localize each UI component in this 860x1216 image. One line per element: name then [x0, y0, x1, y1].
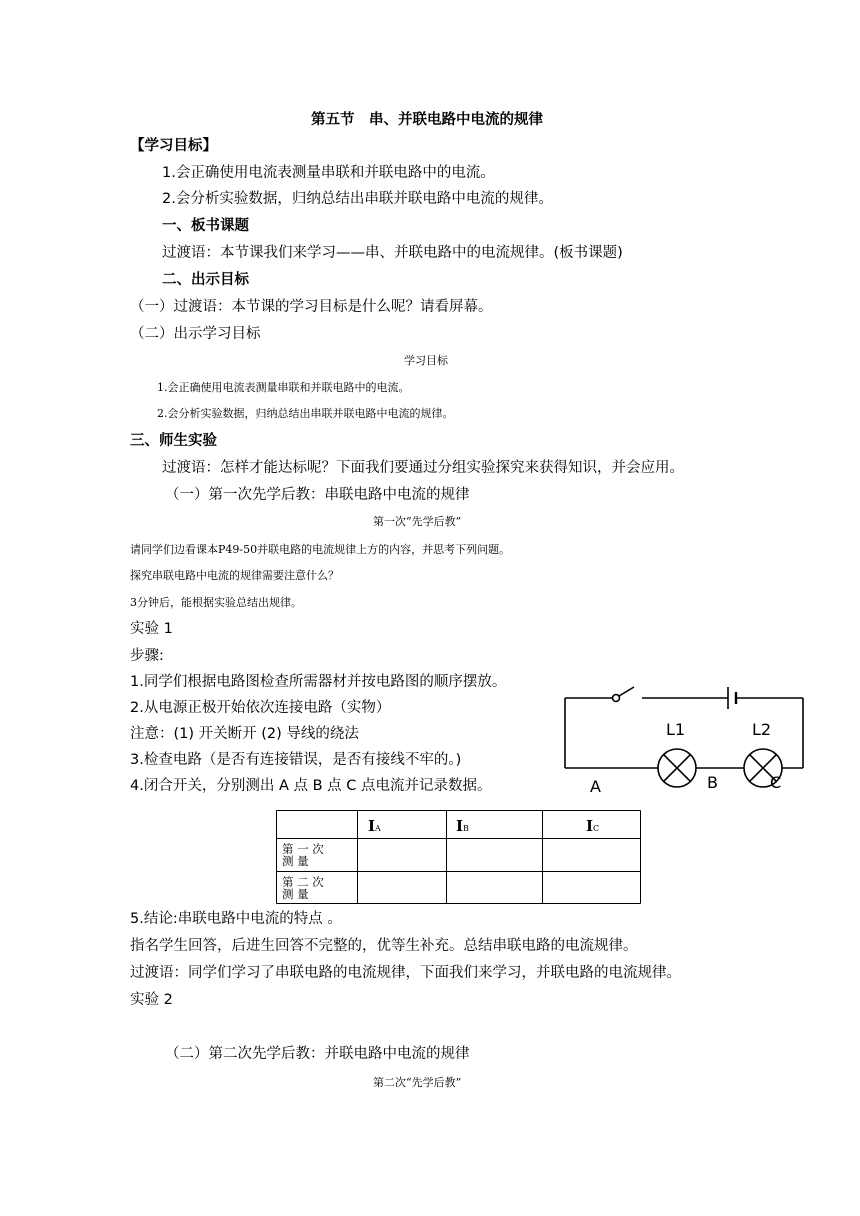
screen2-line-3: 3分钟后，能根据实验总结出规律。: [130, 596, 302, 609]
header-ia: IA: [368, 817, 381, 835]
row1-label-line1: 第 一 次: [282, 842, 324, 856]
point-b-label: B: [707, 773, 718, 792]
section3-sub2: （二）第二次先学后教：并联电路中电流的规律: [165, 1046, 470, 1062]
switch-pivot: [613, 695, 620, 702]
experiment1-step-1: 1.同学们根据电路图检查所需器材并按电路图的顺序摆放。: [130, 674, 507, 690]
screen2-line-2: 探究串联电路中电流的规律需要注意什么？: [130, 569, 339, 582]
objective-2: 2.会分析实验数据，归纳总结出串联并联电路中电流的规律。: [162, 191, 553, 207]
experiment1-step-4: 4.闭合开关，分别测出 A 点 B 点 C 点电流并记录数据。: [130, 778, 492, 794]
screen1-line-2: 2.会分析实验数据，归纳总结出串联并联电路中电流的规律。: [157, 407, 454, 420]
conclusion-line-2: 指名学生回答，后进生回答不完整的，优等生补充。总结串联电路的电流规律。: [130, 938, 638, 954]
switch-blade: [619, 687, 634, 696]
objective-1: 1.会正确使用电流表测量串联和并联电路中的电流。: [162, 165, 495, 181]
experiment1-steps-label: 步骤:: [130, 648, 164, 664]
section2-heading: 二、出示目标: [162, 272, 249, 288]
experiment1-title: 实验 1: [130, 621, 173, 637]
objectives-heading: 【学习目标】: [130, 138, 217, 154]
screen2-title: 第一次“先学后教”: [373, 515, 462, 528]
experiment2-title: 实验 2: [130, 992, 173, 1008]
header-ib: IB: [456, 817, 469, 835]
point-c-label: C: [770, 773, 782, 792]
point-a-label: A: [590, 777, 601, 796]
conclusion-line-3: 过渡语：同学们学习了串联电路的电流规律，下面我们来学习，并联电路的电流规律。: [130, 965, 681, 981]
experiment1-note: 注意：(1) 开关断开 (2) 导线的绕法: [130, 726, 359, 742]
screen3-title: 第二次“先学后教”: [373, 1076, 462, 1089]
experiment1-step-2: 2.从电源正极开始依次连接电路（实物）: [130, 700, 391, 716]
screen1-line-1: 1.会正确使用电流表测量串联和并联电路中的电流。: [157, 381, 410, 394]
conclusion-line-1: 5.结论:串联电路中电流的特点 。: [130, 911, 342, 927]
section3-sub1: （一）第一次先学后教：串联电路中电流的规律: [165, 487, 470, 503]
page-title: 第五节 串、并联电路中电流的规律: [311, 112, 543, 128]
section2-item2: （二）出示学习目标: [130, 326, 261, 342]
section3-transition: 过渡语：怎样才能达标呢？下面我们要通过分组实验探究来获得知识，并会应用。: [162, 460, 684, 476]
screen1-title: 学习目标: [404, 354, 448, 367]
section1-text: 过渡语：本节课我们来学习——串、并联电路中的电流规律。(板书课题): [162, 245, 623, 261]
section2-item1: （一）过渡语：本节课的学习目标是什么呢？请看屏幕。: [130, 299, 493, 315]
measurement-table: [276, 810, 641, 904]
lamp-l2-label: L2: [752, 720, 772, 739]
experiment1-step-3: 3.检查电路（是否有连接错误，是否有接线不牢的。): [130, 752, 462, 768]
section3-heading: 三、师生实验: [130, 433, 217, 449]
row2-label-line2: 测 量: [282, 887, 309, 901]
lamp-l1-label: L1: [666, 720, 686, 739]
row1-label-line2: 测 量: [282, 854, 309, 868]
section1-heading: 一、板书课题: [162, 218, 249, 234]
screen2-line-1: 请同学们边看课本P49-50并联电路的电流规律上方的内容，并思考下列问题。: [130, 543, 511, 556]
row2-label-line1: 第 二 次: [282, 875, 324, 889]
series-circuit-diagram: [560, 680, 810, 800]
header-ic: IC: [586, 817, 600, 835]
